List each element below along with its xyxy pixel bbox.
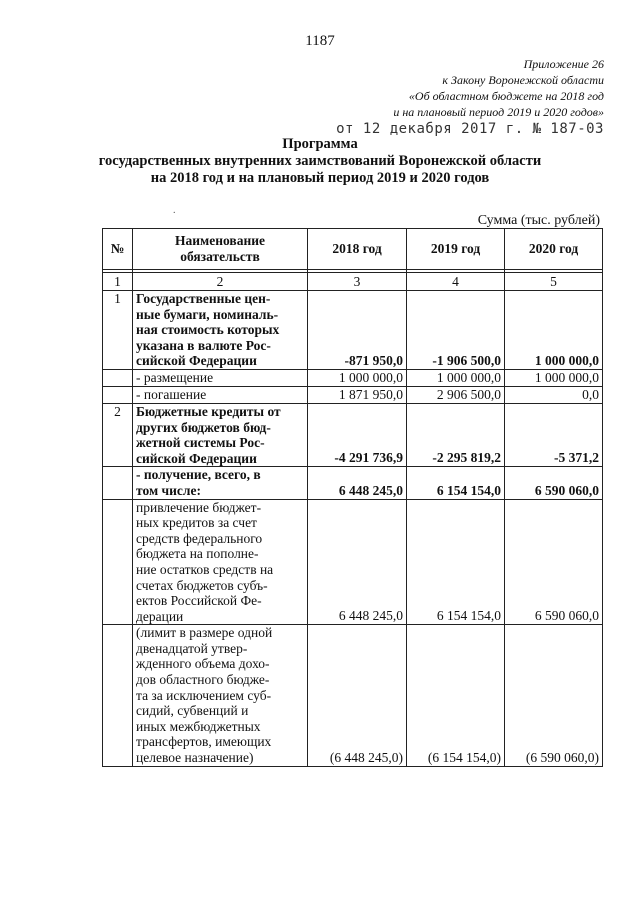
amount-2019: 6 154 154,0	[407, 467, 505, 499]
row-number: 2	[103, 403, 133, 466]
obligation-name-line: средств федерального	[136, 530, 263, 546]
amount-2020: 1 000 000,0	[505, 291, 603, 370]
header-2018: 2018 год	[308, 229, 407, 270]
title-line-2: государственных внутренних заимствований Воронежской области	[98, 153, 542, 169]
amount-2018: 6 448 245,0	[308, 499, 407, 625]
obligation-name-line: бюджета на пополне-	[136, 546, 259, 562]
units-label: Сумма (тыс. рублей)	[477, 213, 600, 228]
obligation-name-line: ектов Российской Фе-	[136, 593, 262, 609]
column-number: 3	[308, 273, 407, 291]
obligation-name-line: двенадцатой утвер-	[136, 640, 248, 656]
row-number	[103, 386, 133, 403]
amount-2018: 1 000 000,0	[308, 369, 407, 386]
column-number: 1	[103, 273, 133, 291]
obligation-name-line: других бюджетов бюд-	[136, 419, 271, 435]
appendix-line-2: к Закону Воронежской области	[442, 73, 604, 87]
obligation-name-line: сийской Федерации	[136, 353, 257, 369]
document-title	[0, 136, 640, 187]
row-number	[103, 625, 133, 766]
amount-2018: 1 871 950,0	[308, 386, 407, 403]
table-row	[103, 499, 603, 625]
obligation-name-line: - размещение	[136, 370, 214, 386]
amount-2019: -2 295 819,2	[407, 403, 505, 466]
header-name-line-2: обязательств	[180, 249, 260, 264]
obligation-name-line: Бюджетные кредиты от	[136, 403, 281, 419]
obligation-name-line: указана в валюте Рос-	[136, 337, 271, 353]
obligation-name-line: иных межбюджетных	[136, 718, 261, 734]
table-header-row	[103, 229, 603, 270]
amount-2018: (6 448 245,0)	[308, 625, 407, 766]
obligation-name	[133, 291, 308, 370]
obligation-name-line: трансфертов, имеющих	[136, 734, 272, 750]
table-row	[103, 369, 603, 386]
row-number	[103, 467, 133, 499]
amount-2018: 6 448 245,0	[308, 467, 407, 499]
obligation-name	[133, 499, 308, 625]
date-number-stamp: от 12 декабря 2017 г. № 187-03	[336, 121, 604, 137]
obligation-name	[133, 467, 308, 499]
obligation-name-line: привлечение бюджет-	[136, 499, 262, 515]
table-row	[103, 403, 603, 466]
header-name	[133, 229, 308, 270]
column-number-row	[103, 273, 603, 291]
obligation-name-line: жетной системы Рос-	[136, 435, 265, 451]
header-2019: 2019 год	[407, 229, 505, 270]
obligation-name-line: счетах бюджетов субъ-	[136, 577, 268, 593]
amount-2020: 0,0	[505, 386, 603, 403]
page-number: 1187	[305, 33, 335, 49]
borrowing-program-table	[102, 228, 603, 767]
amount-2018: -4 291 736,9	[308, 403, 407, 466]
amount-2020: -5 371,2	[505, 403, 603, 466]
obligation-name-line: Государственные цен-	[136, 291, 271, 306]
obligation-name-line: дов областного бюдже-	[136, 672, 270, 688]
column-number: 4	[407, 273, 505, 291]
title-line-1: Программа	[282, 136, 358, 152]
obligation-name-line: (лимит в размере одной	[136, 625, 273, 641]
obligation-name-line: жденного объема дохо-	[136, 656, 270, 672]
obligation-name-line: целевое назначение)	[136, 750, 254, 766]
amount-2019: 2 906 500,0	[407, 386, 505, 403]
table-row	[103, 625, 603, 766]
amount-2020: 1 000 000,0	[505, 369, 603, 386]
header-no: №	[103, 229, 133, 270]
amount-2020: (6 590 060,0)	[505, 625, 603, 766]
table-row	[103, 291, 603, 370]
obligation-name-line: - получение, всего, в	[136, 467, 261, 483]
amount-2019: 6 154 154,0	[407, 499, 505, 625]
obligation-name-line: том числе:	[136, 482, 201, 498]
obligation-name-line: дерации	[136, 608, 184, 624]
obligation-name-line: - погашение	[136, 387, 207, 403]
column-number: 5	[505, 273, 603, 291]
obligation-name-line: ная стоимость которых	[136, 322, 280, 338]
obligation-name-line: сийской Федерации	[136, 450, 257, 466]
amount-2018: -871 950,0	[308, 291, 407, 370]
row-number	[103, 369, 133, 386]
column-number: 2	[133, 273, 308, 291]
obligation-name-line: ные бумаги, номиналь-	[136, 306, 279, 322]
obligation-name	[133, 403, 308, 466]
amount-2019: -1 906 500,0	[407, 291, 505, 370]
amount-2019: (6 154 154,0)	[407, 625, 505, 766]
appendix-line-1: Приложение 26	[523, 57, 604, 71]
obligation-name-line: та за исключением суб-	[136, 687, 272, 703]
row-number	[103, 499, 133, 625]
table-row	[103, 467, 603, 499]
row-number: 1	[103, 291, 133, 370]
scan-dot: .	[173, 205, 176, 216]
obligation-name	[133, 369, 308, 386]
obligation-name	[133, 386, 308, 403]
title-line-3: на 2018 год и на плановый период 2019 и 2020 годов	[150, 170, 490, 186]
amount-2020: 6 590 060,0	[505, 467, 603, 499]
header-2020: 2020 год	[505, 229, 603, 270]
header-name-line-1: Наименование	[175, 233, 265, 248]
obligation-name-line: сидий, субвенций и	[136, 703, 249, 719]
amount-2019: 1 000 000,0	[407, 369, 505, 386]
amount-2020: 6 590 060,0	[505, 499, 603, 625]
obligation-name-line: ние остатков средств на	[136, 561, 274, 577]
appendix-line-3: «Об областном бюджете на 2018 год	[408, 89, 604, 103]
obligation-name-line: ных кредитов за счет	[136, 515, 257, 531]
table-row	[103, 386, 603, 403]
obligation-name	[133, 625, 308, 766]
appendix-note	[336, 56, 604, 137]
appendix-line-4: и на плановый период 2019 и 2020 годов»	[393, 105, 604, 119]
